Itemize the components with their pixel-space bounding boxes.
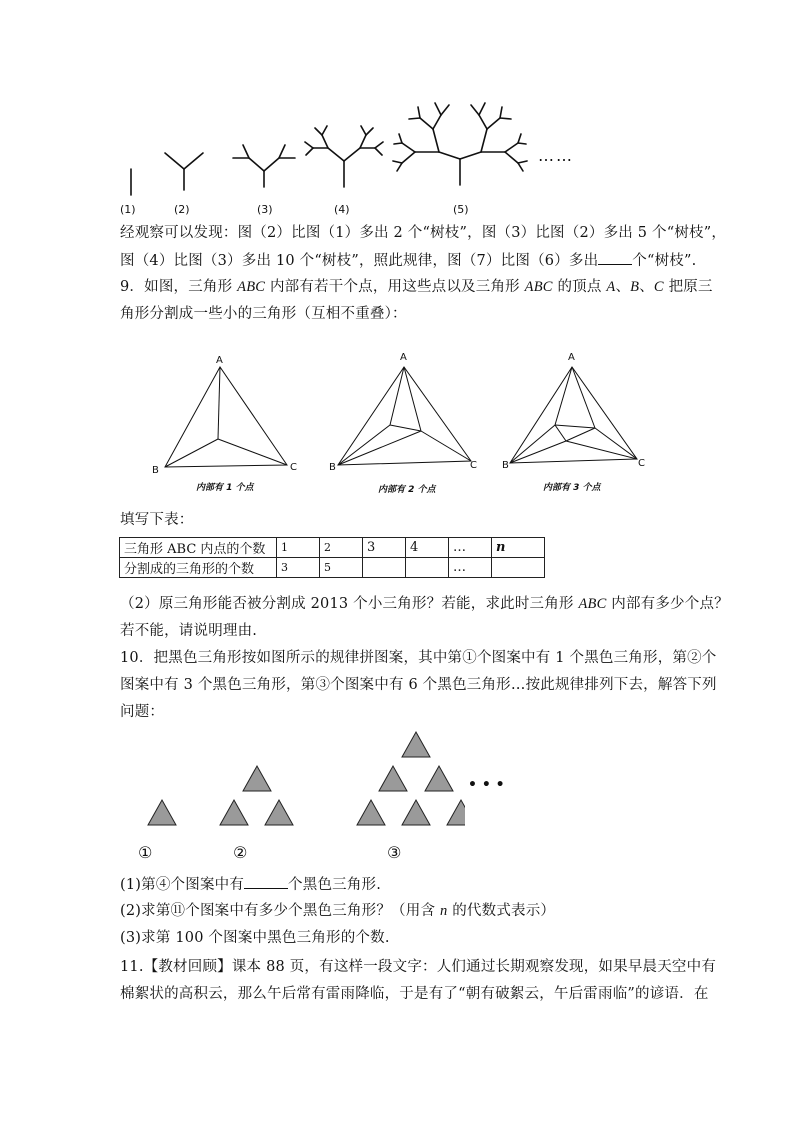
q9-text-b: 内部有若干个点，用这些点以及三角形	[265, 279, 525, 295]
table-cell: 4	[406, 538, 449, 558]
q8-line-2	[120, 250, 696, 271]
q10-line-2: 图案中有 3 个黑色三角形，第③个图案中有 6 个黑色三角形…按此规律排列下去，解答下列	[120, 677, 717, 693]
q9-line-2: 角形分割成一些小的三角形（互相不重叠）：	[120, 306, 407, 322]
q8-line-2-tail: 个“树枝”.	[632, 253, 697, 269]
table-cell: 3	[363, 538, 406, 558]
pattern-label-3: ③	[387, 843, 402, 862]
q11-line-2: 棉絮状的高积云，那么午后常有雷雨降临，于是有了“朝有破絮云，午后雷雨临”的谚语．在	[120, 986, 709, 1002]
black-triangle	[148, 800, 176, 825]
fig3-label-c: C	[638, 458, 645, 469]
q11-line-1: 11.【教材回顾】课本 88 页，有这样一段文字：人们通过长期观察发现，如果早晨天空中有	[120, 959, 717, 975]
q9-vertex-a: A	[606, 279, 616, 295]
black-triangle	[243, 766, 271, 791]
fig1-label-b: B	[152, 465, 159, 476]
q9-abc-1: ABC	[237, 279, 266, 295]
q10-answer-blank[interactable]	[244, 874, 288, 889]
fig1-label-c: C	[290, 462, 297, 473]
q9-part2-abc: ABC	[578, 596, 607, 612]
black-triangle	[425, 766, 453, 791]
q9-sep-2: 、	[639, 279, 654, 295]
q8-line-1: 经观察可以发现：图（2）比图（1）多出 2 个“树枝”，图（3）比图（2）多出 5 个“树枝”，	[120, 225, 727, 241]
black-triangle	[357, 800, 385, 825]
fig2-label-c: C	[470, 460, 477, 471]
fig2-caption: 内部有 2 个点	[378, 485, 436, 495]
fig3-label-a: A	[568, 352, 575, 363]
q10-sub1-tail: 个黑色三角形.	[288, 877, 382, 893]
fig2-label-a: A	[400, 352, 407, 363]
fig1-label-a: A	[216, 355, 223, 366]
q10-line-3: 问题：	[120, 704, 165, 720]
table-row1-header: 三角形 ABC 内点的个数	[120, 538, 277, 558]
black-triangle	[447, 800, 465, 825]
table-cell: n	[492, 538, 545, 558]
q10-sub1-text: (1)第④个图案中有	[120, 877, 245, 893]
table-answer-cell[interactable]	[406, 558, 449, 578]
q9-line-1	[120, 277, 713, 297]
q10-triangle-patterns	[125, 730, 465, 830]
tree-caption-5: (5)	[453, 203, 469, 216]
q8-line-2-text: 图（4）比图（3）多出 10 个“树枝”，照此规律，图（7）比图（6）多出	[120, 253, 599, 269]
q9-part2-text-a: （2）原三角形能否被分割成 2013 个小三角形？若能，求此时三角形	[120, 596, 579, 612]
table-cell: 3	[277, 558, 320, 578]
tree-caption-4: (4)	[334, 203, 350, 216]
q9-part2-line-2: 若不能，请说明理由.	[120, 623, 258, 639]
q9-fill-table	[119, 537, 545, 578]
table-answer-cell[interactable]	[363, 558, 406, 578]
q9-abc-2: ABC	[524, 279, 553, 295]
tree-caption-2: (2)	[174, 203, 190, 216]
black-triangle	[379, 766, 407, 791]
q10-sub-2	[120, 901, 555, 921]
fig2-label-b: B	[329, 462, 336, 473]
table-row2-header: 分割成的三角形的个数	[120, 558, 277, 578]
fig1-caption: 内部有 1 个点	[196, 483, 254, 493]
fig3-caption: 内部有 3 个点	[543, 483, 601, 493]
table-cell: 2	[320, 538, 363, 558]
q8-answer-blank[interactable]	[598, 250, 632, 265]
black-triangle	[402, 732, 430, 757]
pattern-label-2: ②	[233, 843, 248, 862]
q9-text-a: 9．如图，三角形	[120, 279, 238, 295]
q9-text-d: 把原三	[663, 279, 713, 295]
q9-triangle-figures	[140, 345, 660, 500]
q10-dots: • • •	[468, 777, 505, 793]
table-row	[120, 558, 545, 578]
table-cell: 5	[320, 558, 363, 578]
q9-vertex-b: B	[630, 279, 640, 295]
pattern-label-1: ①	[138, 843, 153, 862]
table-row	[120, 538, 545, 558]
q9-part2-line-1	[120, 594, 729, 614]
q10-sub-1	[120, 874, 381, 895]
q9-vertex-c: C	[653, 279, 664, 295]
table-cell: …	[449, 558, 492, 578]
tree-caption-1: (1)	[120, 203, 136, 216]
q10-sub2-tail: 的代数式表示）	[447, 903, 556, 919]
black-triangle	[220, 800, 248, 825]
tree-caption-3: (3)	[257, 203, 273, 216]
q9-text-c: 的顶点	[552, 279, 607, 295]
q10-sub2-n: n	[439, 903, 448, 919]
black-triangle	[402, 800, 430, 825]
q10-sub2-text: (2)求第⑪个图案中有多少个黑色三角形？（用含	[120, 903, 440, 919]
table-intro: 填写下表：	[120, 512, 194, 528]
q10-line-1: 10．把黑色三角形按如图所示的规律拼图案，其中第①个图案中有 1 个黑色三角形，第②个	[120, 650, 717, 666]
q9-part2-text-b: 内部有多少个点？	[606, 596, 729, 612]
tree-ellipsis: ……	[538, 146, 574, 165]
tree-pattern-figure	[115, 95, 605, 200]
black-triangle	[265, 800, 293, 825]
table-cell: 1	[277, 538, 320, 558]
table-cell: …	[449, 538, 492, 558]
table-answer-cell[interactable]	[492, 558, 545, 578]
fig3-label-b: B	[502, 460, 509, 471]
q9-sep-1: 、	[615, 279, 631, 295]
q10-sub-3: (3)求第 100 个图案中黑色三角形的个数.	[120, 930, 390, 946]
